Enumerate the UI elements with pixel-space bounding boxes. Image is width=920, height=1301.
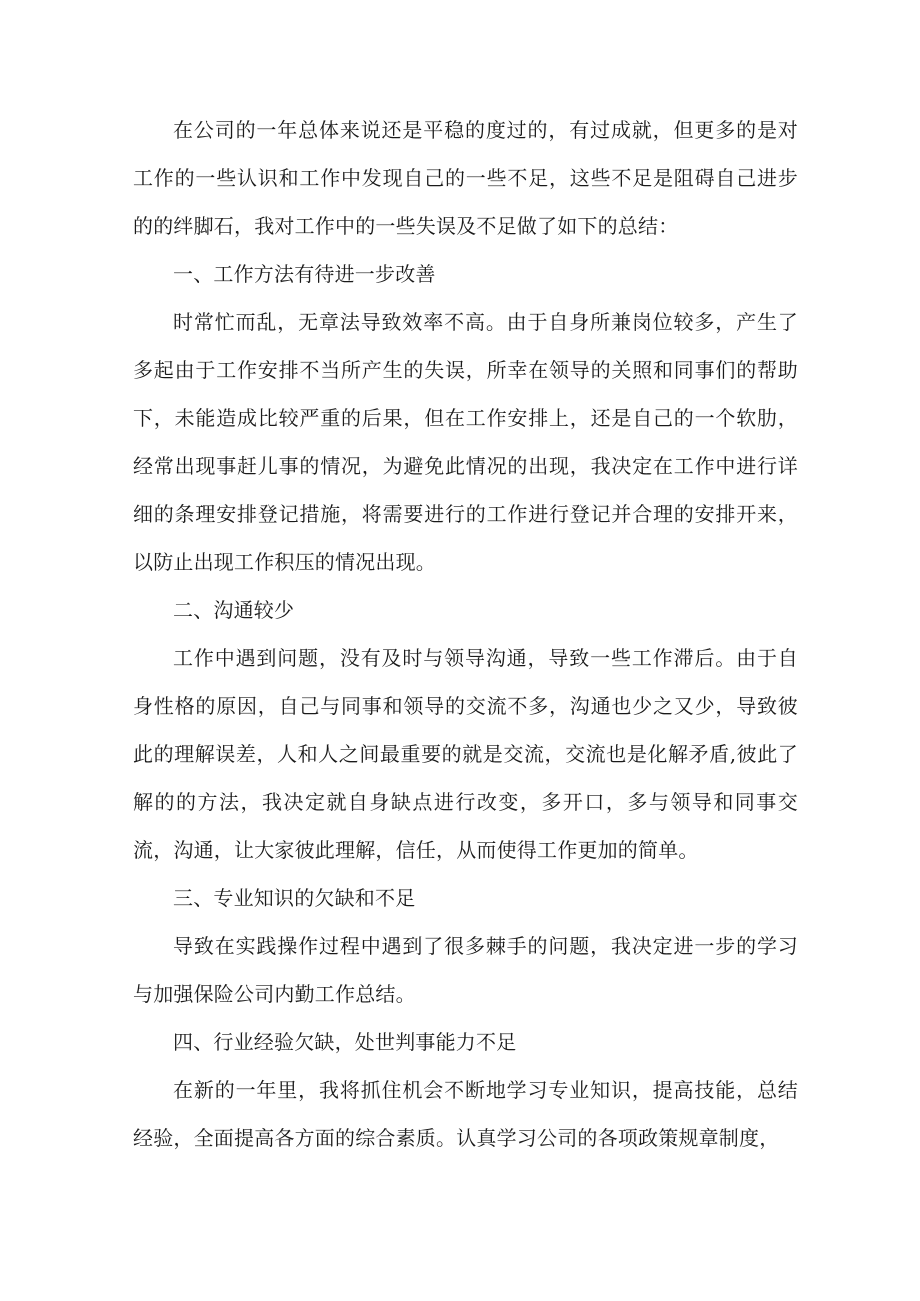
- section-paragraph-2: 工作中遇到问题，没有及时与领导沟通，导致一些工作滞后。由于自身性格的原因，自己与同事和领导的交流不多，沟通也少之又少，导致彼此的理解误差，人和人之间最重要的就是交流，交流也是化解矛盾,彼此了解的的方法，我决定就自身缺点进行改变，多开口，多与领导和同事交流，沟通，让大家彼此理解，信任，从而使得工作更加的简单。: [133, 646, 798, 862]
- document-body: [133, 106, 798, 1162]
- section-paragraph-3: 导致在实践操作过程中遇到了很多棘手的问题，我决定进一步的学习与加强保险公司内勤工作总结。: [133, 934, 798, 1006]
- section-heading-3: 三、专业知识的欠缺和不足: [173, 886, 416, 910]
- section-heading-2: 二、沟通较少: [173, 598, 295, 622]
- intro-paragraph: 在公司的一年总体来说还是平稳的度过的，有过成就，但更多的是对工作的一些认识和工作中发现自己的一些不足，这些不足是阻碍自己进步的的绊脚石，我对工作中的一些失误及不足做了如下的总结：: [133, 118, 798, 238]
- section-heading-4: 四、行业经验欠缺，处世判事能力不足: [173, 1030, 517, 1054]
- section-paragraph-4: 在新的一年里，我将抓住机会不断地学习专业知识，提高技能，总结经验，全面提高各方面的综合素质。认真学习公司的各项政策规章制度，: [133, 1078, 798, 1150]
- section-paragraph-1: 时常忙而乱，无章法导致效率不高。由于自身所兼岗位较多，产生了多起由于工作安排不当所产生的失误，所幸在领导的关照和同事们的帮助下，未能造成比较严重的后果，但在工作安排上，还是自己的一个软肋，经常出现事赶儿事的情况，为避免此情况的出现，我决定在工作中进行详细的条理安排登记措施，将需要进行的工作进行登记并合理的安排开来，以防止出现工作积压的情况出现。: [133, 310, 798, 574]
- section-heading-1: 一、工作方法有待进一步改善: [173, 262, 436, 286]
